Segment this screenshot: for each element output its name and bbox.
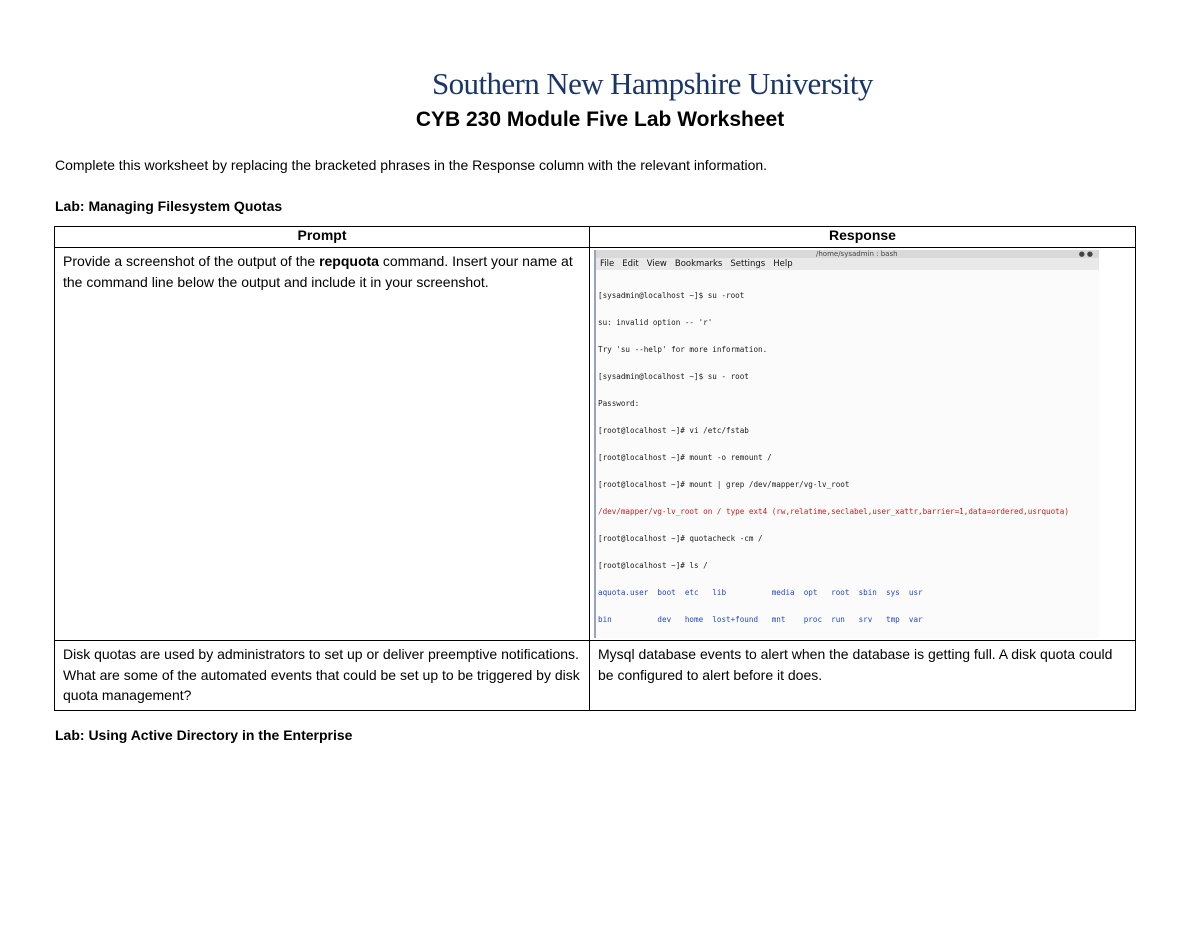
response-text: Mysql database events to alert when the database is getting full. A disk quota could be configured to alert before it does. bbox=[598, 646, 1113, 683]
menu-item-edit: Edit bbox=[622, 259, 639, 269]
response-cell bbox=[590, 641, 1136, 711]
terminal-line: [root@localhost ~]# mount -o remount / bbox=[598, 453, 772, 462]
terminal-line: Password: bbox=[598, 399, 640, 408]
prompt-cell bbox=[55, 248, 590, 641]
prompt-text bbox=[55, 248, 589, 296]
terminal-titlebar bbox=[596, 250, 1099, 258]
menu-item-settings: Settings bbox=[730, 259, 766, 269]
terminal-line: [root@localhost ~]# mount | grep /dev/mapper/vg-lv_root bbox=[598, 480, 850, 489]
terminal-line: /dev/mapper/vg-lv_root on / type ext4 (rw,relatime,seclabel,user_xattr,barrier=1,data=ordered,usrquota) bbox=[598, 507, 1069, 516]
terminal-screenshot bbox=[594, 250, 1099, 638]
terminal-line: [sysadmin@localhost ~]$ su - root bbox=[598, 372, 749, 381]
command-name: repquota bbox=[319, 253, 379, 269]
menu-item-bookmarks: Bookmarks bbox=[674, 259, 723, 269]
worksheet-title: CYB 230 Module Five Lab Worksheet bbox=[415, 108, 785, 131]
window-controls-icon: ●● bbox=[1078, 250, 1095, 258]
terminal-line: [root@localhost ~]# ls / bbox=[598, 561, 708, 570]
terminal-menubar bbox=[596, 258, 1099, 270]
section-heading-quotas: Lab: Managing Filesystem Quotas bbox=[55, 198, 283, 214]
response-cell bbox=[590, 248, 1136, 641]
terminal-line: aquota.user boot etc lib media opt root sbin sys usr bbox=[598, 588, 923, 597]
section-heading-active-directory: Lab: Using Active Directory in the Enterprise bbox=[55, 727, 353, 743]
worksheet-table bbox=[54, 226, 1136, 711]
terminal-line: Try 'su --help' for more information. bbox=[598, 345, 768, 354]
prompt-text-part: Provide a screenshot of the output of the bbox=[63, 253, 320, 269]
table-row bbox=[55, 641, 1136, 711]
terminal-line: su: invalid option -- 'r' bbox=[598, 318, 713, 327]
terminal-line: [sysadmin@localhost ~]$ su -root bbox=[598, 291, 745, 300]
menu-item-view: View bbox=[646, 259, 667, 269]
terminal-window-title: /home/sysadmin : bash bbox=[816, 250, 898, 258]
table-header-row bbox=[55, 227, 1136, 248]
menu-item-file: File bbox=[600, 259, 615, 269]
prompt-cell bbox=[55, 641, 590, 711]
terminal-line: [root@localhost ~]# vi /etc/fstab bbox=[598, 426, 749, 435]
prompt-text: Disk quotas are used by administrators to set up or deliver preemptive notifications. What are some of the automated events that could be set up to be triggered by disk quota management? bbox=[63, 646, 580, 703]
table-row bbox=[55, 248, 1136, 641]
terminal-line: [root@localhost ~]# quotacheck -cm / bbox=[598, 534, 763, 543]
response-column-header: Response bbox=[590, 227, 1136, 248]
terminal-line: bin dev home lost+found mnt proc run srv tmp var bbox=[598, 615, 923, 624]
prompt-column-header: Prompt bbox=[55, 227, 590, 248]
prompt-text-part: command. Insert your name at the command line below the output and include it in your screenshot. bbox=[63, 253, 573, 290]
instructions-text: Complete this worksheet by replacing the bracketed phrases in the Response column with the relevant information. bbox=[55, 157, 768, 173]
terminal-output bbox=[596, 270, 1099, 638]
university-logo: Southern New Hampshire University bbox=[432, 66, 873, 101]
menu-item-help: Help bbox=[773, 259, 793, 269]
